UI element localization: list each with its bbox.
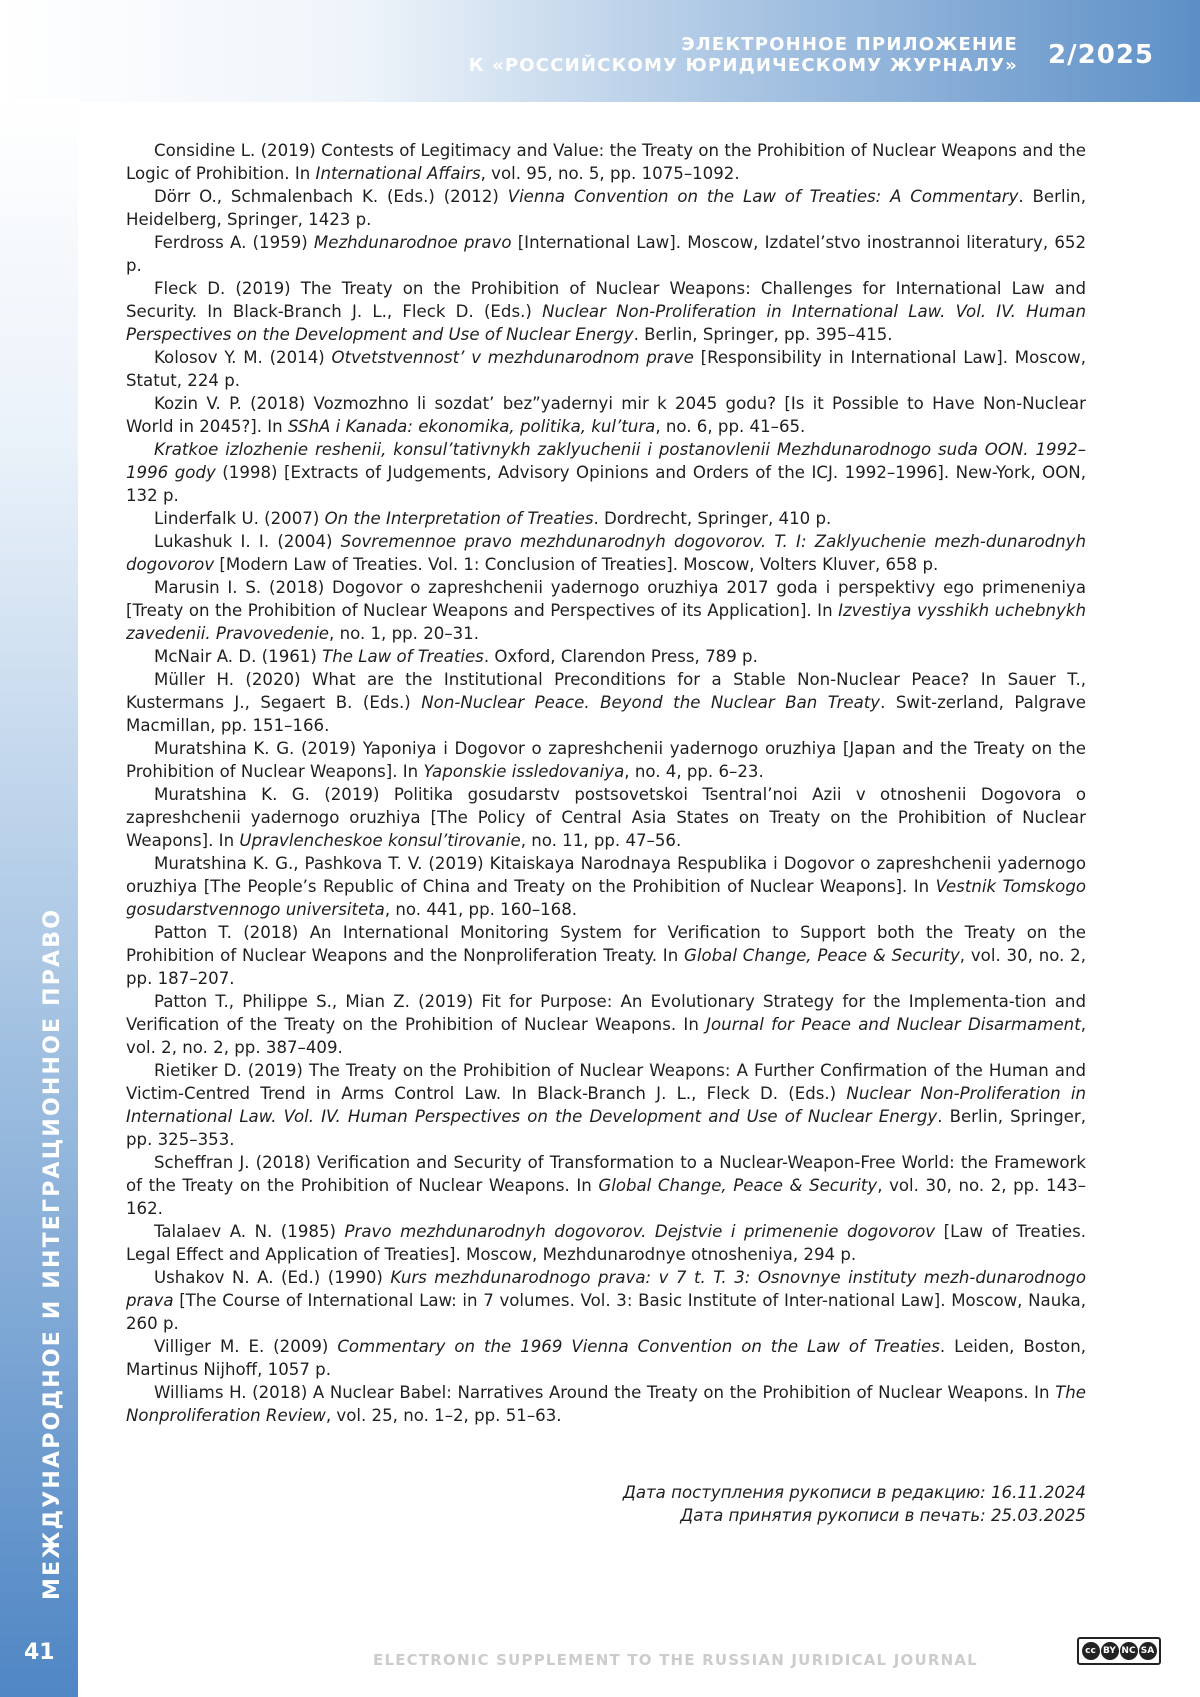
reference-entry [126,231,1086,277]
reference-text: , vol. 30, no. 2, pp. 187–207. [126,946,1086,988]
reference-source-title: Commentary on the 1969 Vienna Convention on the Law of Treaties [337,1337,940,1356]
reference-entry [126,277,1086,346]
reference-entry [126,1151,1086,1220]
reference-source-title: On the Interpretation of Treaties [325,509,594,528]
reference-text: , vol. 95, no. 5, pp. 1075–1092. [481,164,740,183]
reference-text: Ushakov N. A. (Ed.) (1990) [154,1268,390,1287]
reference-source-title: Kratkoe izlozhenie reshenii, konsul’tativnykh zaklyuchenii i postanovlenii Mezhdunarodnogo suda OON. 1992–1996 gody [126,440,1086,482]
reference-text: Lukashuk I. I. (2004) [154,532,341,551]
reference-text: . Berlin, Heidelberg, Springer, 1423 p. [126,187,1086,229]
reference-source-title: International Affairs [316,164,481,183]
reference-entry [126,576,1086,645]
reference-entry [126,1335,1086,1381]
reference-text: , vol. 30, no. 2, pp. 143–162. [126,1176,1086,1218]
reference-source-title: Mezhdunarodnoe pravo [314,233,512,252]
reference-text: , vol. 25, no. 1–2, pp. 51–63. [326,1406,562,1425]
reference-text: [Law of Treaties. Legal Effect and Application of Treaties]. Moscow, Mezhdunarodnye otnosheniya, 294 p. [126,1222,1086,1264]
reference-entry [126,990,1086,1059]
reference-text: . Leiden, Boston, Martinus Nijhoff, 1057 p. [126,1337,1086,1379]
reference-text: . Dordrecht, Springer, 410 p. [594,509,832,528]
reference-source-title: The Nonproliferation Review [126,1383,1086,1425]
reference-text: Muratshina K. G. (2019) Yaponiya i Dogovor o zapreshchenii yadernogo oruzhiya [Japan and the Treaty on the Prohibition of Nuclear Weapons]. In [126,739,1086,781]
reference-entry [126,668,1086,737]
reference-text: . Swit-zerland, Palgrave Macmillan, pp. 151–166. [126,693,1086,735]
reference-source-title: Non-Nuclear Peace. Beyond the Nuclear Ban Treaty [421,693,880,712]
reference-entry [126,392,1086,438]
reference-text: , no. 11, pp. 47–56. [521,831,682,850]
reference-source-title: The Law of Treaties [322,647,484,666]
reference-source-title: Kurs mezhdunarodnogo prava: v 7 t. T. 3: Osnovnye instituty mezh-dunarodnogo prava [126,1268,1086,1310]
reference-text: [Responsibility in International Law]. Moscow, Statut, 224 p. [126,348,1086,390]
reference-source-title: Upravlencheskoe konsul’tirovanie [239,831,520,850]
reference-text: McNair A. D. (1961) [154,647,322,666]
reference-text: [Modern Law of Treaties. Vol. 1: Conclusion of Treaties]. Moscow, Volters Kluver, 658 p. [214,555,938,574]
reference-entry [126,530,1086,576]
reference-source-title: Pravo mezhdunarodnyh dogovorov. Dejstvie i primenenie dogovorov [345,1222,936,1241]
page-header [0,0,1200,102]
reference-entry [126,1266,1086,1335]
reference-text: Patton T., Philippe S., Mian Z. (2019) Fit for Purpose: An Evolutionary Strategy for the Implementa-tion and Verification of the Treaty on the Prohibition of Nuclear Weapons. In [126,992,1086,1034]
reference-entry [126,852,1086,921]
reference-source-title: Nuclear Non-Proliferation in International Law. Vol. IV. Human Perspectives on the Development and Use of Nuclear Energy [126,302,1086,344]
section-sidebar [0,100,78,1697]
received-date: Дата поступления рукописи в редакцию: 16.11.2024 [126,1481,1086,1504]
reference-text: [The Course of International Law: in 7 volumes. Vol. 3: Basic Institute of Inter-national Law]. Moscow, Nauka, 260 p. [126,1291,1086,1333]
reference-text: Muratshina K. G. (2019) Politika gosudarstv postsovetskoi Tsentral’noi Azii v otnoshenii Dogovora o zapreshchenii yadernogo oruzhiya [The Policy of Central Asia States on Treaty on the Prohibition of Nuclear Weapons]. In [126,785,1086,850]
reference-text: , no. 1, pp. 20–31. [329,624,479,643]
reference-source-title: Izvestiya vysshikh uchebnykh zavedenii. Pravovedenie [126,601,1086,643]
section-title: МЕЖДУНАРОДНОЕ И ИНТЕГРАЦИОННОЕ ПРАВО [40,908,65,1600]
reference-text: , no. 6, pp. 41–65. [655,417,805,436]
reference-entry [126,1220,1086,1266]
reference-text: Kolosov Y. M. (2014) [154,348,332,367]
reference-text: . Berlin, Springer, pp. 325–353. [126,1107,1086,1149]
reference-text: Scheffran J. (2018) Verification and Security of Transformation to a Nuclear-Weapon-Free World: the Framework of the Treaty on the Prohibition of Nuclear Weapons. In [126,1153,1086,1195]
reference-list [126,139,1086,1427]
by-icon: BY [1101,1642,1119,1660]
reference-text: Muratshina K. G., Pashkova T. V. (2019) Kitaiskaya Narodnaya Respublika i Dogovor o zapreshchenii yadernogo oruzhiya [The People’s Republic of China and Treaty on the Prohibition of Nuclear Weapons]. In [126,854,1086,896]
reference-text: , vol. 2, no. 2, pp. 387–409. [126,1015,1086,1057]
nc-icon: NC [1120,1642,1138,1660]
reference-source-title: Global Change, Peace & Security [684,946,960,965]
cc-icon: cc [1082,1642,1100,1660]
journal-title [469,34,1018,76]
footer-journal-name: ELECTRONIC SUPPLEMENT TO THE RUSSIAN JURIDICAL JOURNAL [373,1651,978,1669]
reference-text: , no. 441, pp. 160–168. [385,900,577,919]
reference-text: . Oxford, Clarendon Press, 789 p. [484,647,758,666]
reference-entry [126,645,1086,668]
cc-license-badge[interactable] [1077,1637,1161,1665]
reference-source-title: Sovremennoe pravo mezhdunarodnyh dogovorov. T. I: Zaklyuchenie mezh-dunarodnyh dogovorov [126,532,1086,574]
reference-entry [126,921,1086,990]
reference-entry [126,507,1086,530]
reference-text: . Berlin, Springer, pp. 395–415. [634,325,893,344]
page-number: 41 [24,1640,55,1665]
reference-text: Ferdross A. (1959) [154,233,314,252]
reference-text: Patton T. (2018) An International Monitoring System for Verification to Support both the Treaty on the Prohibition of Nuclear Weapons and the Nonproliferation Treaty. In [126,923,1086,965]
reference-text: Williams H. (2018) A Nuclear Babel: Narratives Around the Treaty on the Prohibition of Nuclear Weapons. In [154,1383,1055,1402]
reference-entry [126,139,1086,185]
reference-source-title: Journal for Peace and Nuclear Disarmament [706,1015,1081,1034]
manuscript-dates [126,1481,1086,1527]
reference-text: Villiger M. E. (2009) [154,1337,337,1356]
reference-text: [International Law]. Moscow, Izdatel’stvo inostrannoi literatury, 652 p. [126,233,1086,275]
reference-text: Kozin V. P. (2018) Vozmozhno li sozdat’ bez”yadernyi mir k 2045 godu? [Is it Possible to Have Non-Nuclear World in 2045?]. In [126,394,1086,436]
reference-text: Linderfalk U. (2007) [154,509,325,528]
reference-source-title: Global Change, Peace & Security [598,1176,877,1195]
reference-entry [126,346,1086,392]
reference-source-title: Vienna Convention on the Law of Treaties: A Commentary [508,187,1019,206]
reference-entry [126,438,1086,507]
reference-entry [126,737,1086,783]
reference-text: Dörr O., Schmalenbach K. (Eds.) (2012) [154,187,508,206]
reference-text: Rietiker D. (2019) The Treaty on the Prohibition of Nuclear Weapons: A Further Confirmation of the Human and Victim-Centred Trend in Arms Control Law. In Black-Branch J. L., Fleck D. (Eds.) [126,1061,1086,1103]
reference-entry [126,783,1086,852]
journal-title-line2: К «РОССИЙСКОМУ ЮРИДИЧЕСКОМУ ЖУРНАЛУ» [469,55,1018,76]
reference-entry [126,1381,1086,1427]
journal-title-line1: ЭЛЕКТРОННОЕ ПРИЛОЖЕНИЕ [469,34,1018,55]
reference-entry [126,185,1086,231]
accepted-date: Дата принятия рукописи в печать: 25.03.2025 [126,1504,1086,1527]
sa-icon: SA [1139,1642,1157,1660]
reference-source-title: Nuclear Non-Proliferation in International Law. Vol. IV. Human Perspectives on the Development and Use of Nuclear Energy [126,1084,1086,1126]
reference-text: Marusin I. S. (2018) Dogovor o zapreshchenii yadernogo oruzhiya 2017 goda i perspektivy ego primeneniya [Treaty on the Prohibition of Nuclear Weapons and Perspectives of its Application]. In [126,578,1086,620]
reference-text: Talalaev A. N. (1985) [154,1222,345,1241]
reference-text: Fleck D. (2019) The Treaty on the Prohibition of Nuclear Weapons: Challenges for International Law and Security. In Black-Branch J. L., Fleck D. (Eds.) [126,279,1086,321]
reference-text: Considine L. (2019) Contests of Legitimacy and Value: the Treaty on the Prohibition of Nuclear Weapons and the Logic of Prohibition. In [126,141,1086,183]
reference-text: (1998) [Extracts of Judgements, Advisory Opinions and Orders of the ICJ. 1992–1996]. New-York, OON, 132 p. [126,463,1086,505]
reference-source-title: Yaponskie issledovaniya [423,762,624,781]
reference-text: Müller H. (2020) What are the Institutional Preconditions for a Stable Non-Nuclear Peace? In Sauer T., Kustermans J., Segaert B. (Eds.) [126,670,1086,712]
reference-source-title: SShA i Kanada: ekonomika, politika, kul’tura [288,417,655,436]
reference-source-title: Vestnik Tomskogo gosudarstvennogo universiteta [126,877,1086,919]
reference-source-title: Otvetstvennost’ v mezhdunarodnom prave [332,348,694,367]
reference-text: , no. 4, pp. 6–23. [624,762,763,781]
reference-entry [126,1059,1086,1151]
issue-number: 2/2025 [1048,40,1154,70]
